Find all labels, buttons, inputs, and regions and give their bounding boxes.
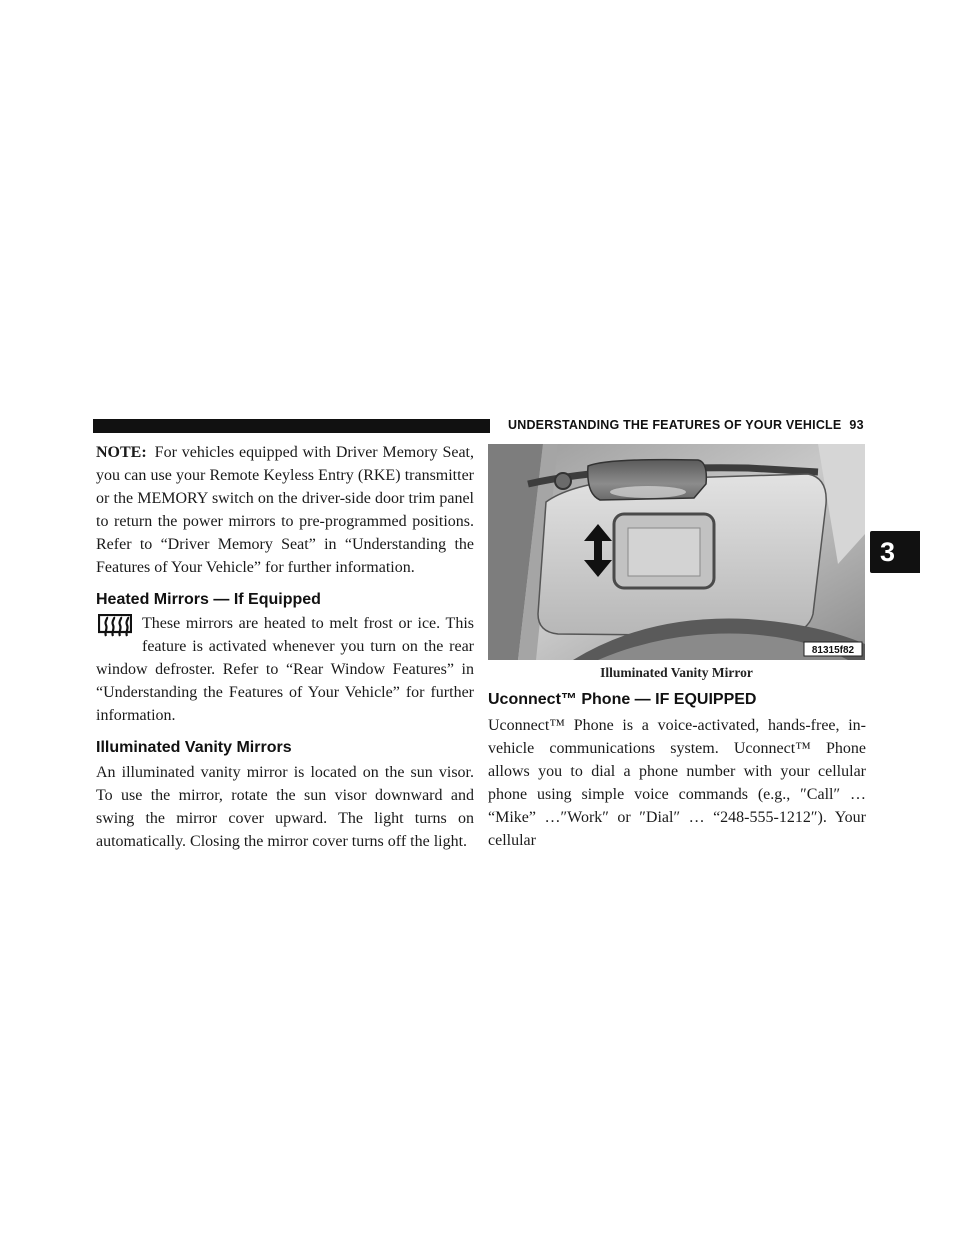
vanity-mirrors-heading: Illuminated Vanity Mirrors <box>96 739 292 756</box>
uconnect-text: Uconnect™ Phone is a voice-activated, hands-free, in-vehicle communications system. Uconnect™ Phone allows you to dial a phone number with your cellular phone using simple voice commands (e.g., ″Call″ … “Mike” …″Work″ or ″Dial″ … “248-555-1212″). Your cellular <box>488 717 866 849</box>
header-rule <box>93 419 490 433</box>
uconnect-heading: Uconnect™ Phone — IF EQUIPPED <box>488 691 757 708</box>
vanity-mirror-figure <box>488 444 865 660</box>
note-label: NOTE: <box>96 444 147 461</box>
rear-defroster-icon <box>98 614 132 638</box>
note-paragraph <box>96 441 474 579</box>
heated-mirrors-section <box>96 612 474 727</box>
left-column <box>96 441 474 853</box>
heated-mirrors-text: These mirrors are heated to melt frost or ice. This feature is activated whenever you turn on the rear window defroster. Refer to “Rear Window Features” in “Understanding the Features of Your Vehicle” for further information. <box>96 615 474 724</box>
chapter-tab: 3 <box>870 531 920 573</box>
right-column <box>488 690 866 852</box>
figure-caption: Illuminated Vanity Mirror <box>600 665 753 680</box>
running-header <box>508 418 868 436</box>
note-text: For vehicles equipped with Driver Memory Seat, you can use your Remote Keyless Entry (RKE) transmitter or the MEMORY switch on the driver-side door trim panel to return the power mirrors to pre-programmed positions. Refer to “Driver Memory Seat” in “Understanding the Features of Your Vehicle” for further information. <box>96 444 474 576</box>
figure-code: 81315f82 <box>811 645 855 656</box>
sun-visor-illustration <box>488 444 865 660</box>
page-number: 93 <box>849 418 864 432</box>
running-title: UNDERSTANDING THE FEATURES OF YOUR VEHICLE <box>508 418 842 432</box>
heated-mirrors-heading: Heated Mirrors — If Equipped <box>96 591 321 608</box>
vanity-mirrors-text: An illuminated vanity mirror is located on the sun visor. To use the mirror, rotate the sun visor downward and swing the mirror cover upward. The light turns on automatically. Closing the mirror cover turns off the light. <box>96 764 474 850</box>
